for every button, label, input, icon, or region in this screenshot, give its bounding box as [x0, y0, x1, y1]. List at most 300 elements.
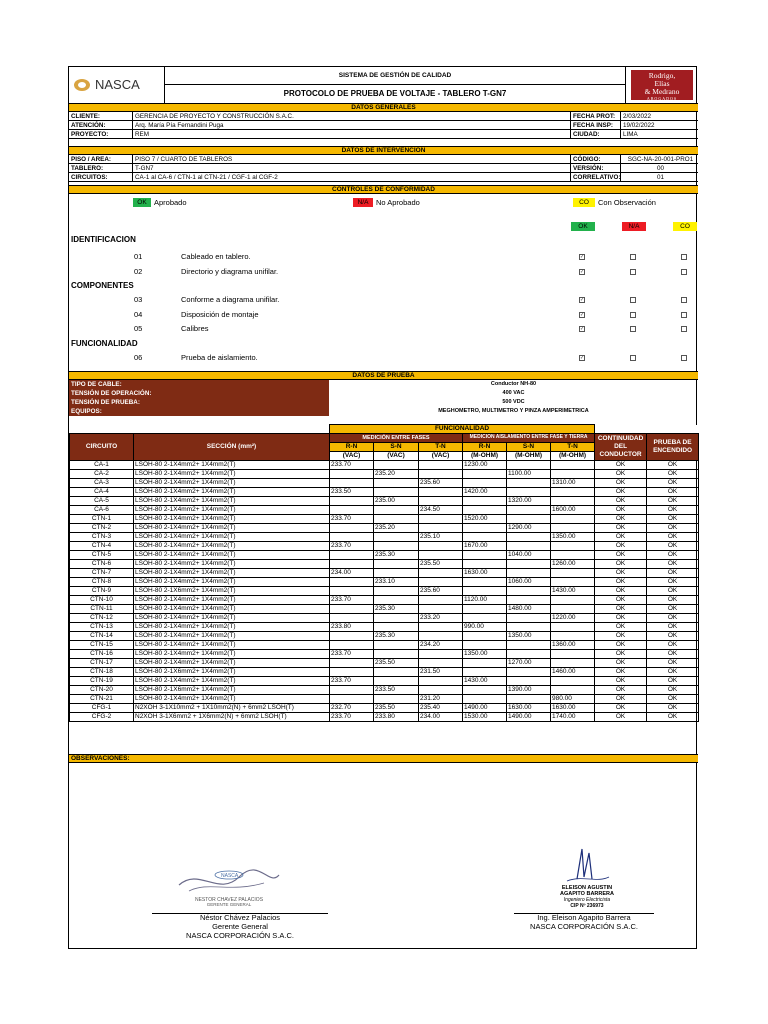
correlativo-value: 01: [620, 173, 698, 182]
table-cell: [463, 641, 507, 650]
rem-logo-line3: & Medrano: [644, 87, 680, 96]
table-cell: OK: [595, 659, 647, 668]
cliente-row: [69, 112, 698, 121]
table-cell: [330, 560, 374, 569]
table-row: [70, 497, 699, 506]
unit-header: (M-OHM): [551, 452, 595, 461]
table-cell: LSOH-80 2-1X4mm2+ 1X4mm2(T): [134, 695, 330, 704]
datos-generales-band: DATOS GENERALES: [69, 103, 698, 112]
table-cell: [463, 605, 507, 614]
table-row: [70, 641, 699, 650]
table-cell: LSOH-80 2-1X4mm2+ 1X4mm2(T): [134, 623, 330, 632]
table-cell: OK: [595, 560, 647, 569]
table-cell: OK: [647, 632, 699, 641]
table-cell: 1320.00: [507, 497, 551, 506]
table-cell: 235.40: [419, 704, 463, 713]
table-cell: 1520.00: [463, 515, 507, 524]
table-cell: [330, 686, 374, 695]
check-item-number: 03: [134, 295, 143, 304]
table-cell: 235.20: [374, 470, 419, 479]
table-cell: [330, 614, 374, 623]
table-cell: OK: [647, 587, 699, 596]
table-cell: 1670.00: [463, 542, 507, 551]
right-stamp-line4: CIP Nº 236973: [570, 903, 604, 909]
results-table: [69, 424, 699, 722]
results-body: [70, 461, 699, 722]
svg-text:NASCA: NASCA: [221, 873, 239, 879]
table-cell: [419, 650, 463, 659]
table-cell: LSOH-80 2-1X4mm2+ 1X4mm2(T): [134, 515, 330, 524]
table-cell: LSOH-80 2-1X4mm2+ 1X4mm2(T): [134, 470, 330, 479]
table-cell: [330, 587, 374, 596]
table-cell: [551, 470, 595, 479]
table-cell: OK: [595, 533, 647, 542]
table-cell: [374, 650, 419, 659]
table-cell: [507, 614, 551, 623]
table-cell: 1350.00: [507, 632, 551, 641]
right-signer-company: NASCA CORPORACIÓN S.A.C.: [530, 922, 638, 931]
table-row: [70, 623, 699, 632]
table-cell: LSOH-80 2-1X4mm2+ 1X4mm2(T): [134, 605, 330, 614]
table-cell: CTN-2: [70, 524, 134, 533]
table-cell: OK: [647, 524, 699, 533]
table-cell: [330, 578, 374, 587]
table-row: [70, 479, 699, 488]
checkbox-co[interactable]: [681, 269, 687, 275]
table-cell: 233.70: [330, 596, 374, 605]
table-cell: LSOH-80 2-1X4mm2+ 1X4mm2(T): [134, 641, 330, 650]
table-cell: [419, 623, 463, 632]
table-cell: LSOH-80 2-1X4mm2+ 1X4mm2(T): [134, 542, 330, 551]
table-row: [70, 632, 699, 641]
table-cell: LSOH-80 2-1X4mm2+ 1X4mm2(T): [134, 560, 330, 569]
table-cell: 1460.00: [551, 668, 595, 677]
table-cell: [463, 578, 507, 587]
table-row: [70, 533, 699, 542]
table-cell: OK: [595, 587, 647, 596]
table-cell: [330, 632, 374, 641]
left-signer-company: NASCA CORPORACIÓN S.A.C.: [186, 931, 294, 940]
table-cell: N2XOH 3-1X10mm2 + 1X10mm2(N) + 6mm2 LSOH(T): [134, 704, 330, 713]
tipo-cable-row: [69, 380, 698, 389]
datos-intervencion-band: DATOS DE INTERVENCIÓN: [69, 146, 698, 155]
table-cell: 235.30: [374, 551, 419, 560]
tension-op-value: 400 VAC: [502, 390, 525, 396]
table-row: [70, 524, 699, 533]
codigo-label: CÓDIGO:: [570, 155, 620, 164]
phase-header: S-N: [507, 443, 551, 452]
table-row: [70, 704, 699, 713]
tablero-row: [69, 164, 698, 173]
table-cell: OK: [647, 515, 699, 524]
checkbox-co[interactable]: [681, 297, 687, 303]
table-row: [70, 614, 699, 623]
table-cell: CFG-1: [70, 704, 134, 713]
table-cell: 233.70: [330, 461, 374, 470]
table-cell: 233.50: [374, 686, 419, 695]
table-cell: [507, 515, 551, 524]
table-cell: CTN-9: [70, 587, 134, 596]
table-cell: OK: [595, 470, 647, 479]
table-cell: 1480.00: [507, 605, 551, 614]
table-row: [70, 488, 699, 497]
table-cell: OK: [595, 578, 647, 587]
table-cell: [374, 641, 419, 650]
table-cell: 234.50: [419, 506, 463, 515]
table-cell: 1740.00: [551, 713, 595, 722]
tension-prueba-value: 500 VDC: [502, 399, 525, 405]
table-cell: [330, 506, 374, 515]
checkbox-co[interactable]: [681, 355, 687, 361]
tension-prueba-label: TENSIÓN DE PRUEBA:: [69, 398, 329, 407]
medicion-fases-header: MEDICIÓN ENTRE FASES: [330, 434, 463, 443]
checkbox-co[interactable]: [681, 254, 687, 260]
check-item-text: Disposición de montaje: [181, 310, 259, 319]
funcionalidad-header: FUNCIONALIDAD: [330, 425, 595, 434]
version-label: VERSIÓN:: [570, 164, 620, 173]
check-item-text: Prueba de aislamiento.: [181, 353, 258, 362]
correlativo-label: CORRELATIVO:: [570, 173, 620, 182]
table-cell: [551, 497, 595, 506]
table-cell: [551, 632, 595, 641]
atencion-row: [69, 121, 698, 130]
check-item-number: 02: [134, 267, 143, 276]
check-item-number: 05: [134, 324, 143, 333]
table-cell: [374, 488, 419, 497]
table-cell: OK: [595, 497, 647, 506]
checkbox-ok[interactable]: ✓: [580, 269, 585, 275]
table-cell: 233.70: [330, 650, 374, 659]
table-cell: 1270.00: [507, 659, 551, 668]
left-signer-role: Gerente General: [212, 922, 268, 931]
table-cell: [419, 551, 463, 560]
encendido-header: PRUEBA DE ENCENDIDO: [647, 434, 699, 461]
checkbox-ok[interactable]: ✓: [580, 312, 585, 318]
checkbox-na[interactable]: [630, 297, 636, 303]
fecha-insp-value: 19/02/2022: [620, 121, 698, 130]
table-cell: [463, 686, 507, 695]
table-cell: [374, 623, 419, 632]
table-cell: [463, 524, 507, 533]
table-cell: OK: [595, 488, 647, 497]
proyecto-label: PROYECTO:: [71, 131, 109, 138]
table-cell: 1220.00: [551, 614, 595, 623]
table-cell: OK: [595, 713, 647, 722]
table-cell: [374, 695, 419, 704]
table-cell: [419, 542, 463, 551]
table-cell: 234.00: [419, 713, 463, 722]
table-cell: CA-2: [70, 470, 134, 479]
table-cell: [330, 533, 374, 542]
table-cell: 233.50: [330, 488, 374, 497]
table-cell: CTN-14: [70, 632, 134, 641]
table-cell: CTN-21: [70, 695, 134, 704]
table-cell: [330, 479, 374, 488]
table-cell: CA-3: [70, 479, 134, 488]
phase-header: R-N: [463, 443, 507, 452]
table-cell: OK: [595, 569, 647, 578]
table-cell: OK: [595, 605, 647, 614]
table-cell: 235.50: [374, 704, 419, 713]
table-cell: CTN-19: [70, 677, 134, 686]
table-cell: [463, 632, 507, 641]
checkbox-ok[interactable]: ✓: [580, 355, 585, 361]
table-cell: OK: [595, 641, 647, 650]
table-cell: [551, 524, 595, 533]
table-cell: [374, 677, 419, 686]
table-cell: 1350.00: [551, 533, 595, 542]
table-cell: 1120.00: [463, 596, 507, 605]
table-row: [70, 569, 699, 578]
table-row: [70, 659, 699, 668]
table-cell: LSOH-80 2-1X4mm2+ 1X4mm2(T): [134, 533, 330, 542]
checkbox-na[interactable]: [630, 312, 636, 318]
col-co-header: CO: [673, 222, 697, 231]
check-item-number: 01: [134, 252, 143, 261]
unit-header: (M-OHM): [507, 452, 551, 461]
table-cell: [551, 677, 595, 686]
table-cell: [374, 542, 419, 551]
table-cell: 233.80: [330, 623, 374, 632]
table-cell: OK: [647, 605, 699, 614]
table-cell: [507, 479, 551, 488]
table-cell: [374, 506, 419, 515]
table-cell: LSOH-80 2-1X4mm2+ 1X4mm2(T): [134, 524, 330, 533]
table-cell: OK: [647, 623, 699, 632]
table-cell: LSOH-80 2-1X4mm2+ 1X4mm2(T): [134, 659, 330, 668]
table-cell: OK: [647, 695, 699, 704]
table-cell: OK: [595, 542, 647, 551]
phase-header: S-N: [374, 443, 419, 452]
table-cell: LSOH-80 2-1X4mm2+ 1X4mm2(T): [134, 596, 330, 605]
table-cell: [419, 515, 463, 524]
table-cell: OK: [595, 479, 647, 488]
table-cell: [374, 533, 419, 542]
table-cell: [419, 497, 463, 506]
system-title: SISTEMA DE GESTIÓN DE CALIDAD: [165, 67, 625, 85]
piso-row: [69, 155, 698, 164]
atencion-value: Arq. María Pía Fernandini Puga: [132, 121, 570, 130]
table-cell: 1430.00: [463, 677, 507, 686]
table-cell: 235.30: [374, 632, 419, 641]
table-cell: LSOH-80 2-1X4mm2+ 1X4mm2(T): [134, 506, 330, 515]
table-cell: OK: [647, 713, 699, 722]
table-cell: OK: [647, 479, 699, 488]
table-cell: OK: [647, 650, 699, 659]
co-legend-text: Con Observación: [598, 198, 656, 207]
table-cell: 1390.00: [507, 686, 551, 695]
table-row: [70, 605, 699, 614]
table-cell: CTN-13: [70, 623, 134, 632]
table-cell: OK: [647, 506, 699, 515]
table-cell: OK: [595, 524, 647, 533]
table-cell: [374, 515, 419, 524]
table-cell: OK: [647, 578, 699, 587]
table-cell: OK: [595, 686, 647, 695]
table-cell: [330, 668, 374, 677]
table-cell: OK: [647, 497, 699, 506]
tension-op-row: [69, 389, 698, 398]
section-title: COMPONENTES: [71, 281, 134, 290]
table-cell: [419, 677, 463, 686]
table-cell: [507, 533, 551, 542]
table-cell: 1630.00: [551, 704, 595, 713]
table-cell: [419, 524, 463, 533]
table-cell: [463, 506, 507, 515]
table-cell: OK: [595, 461, 647, 470]
table-cell: 1290.00: [507, 524, 551, 533]
table-row: [70, 506, 699, 515]
checkbox-ok[interactable]: ✓: [580, 326, 585, 332]
codigo-value: SGC-NA-20-001-PRO1: [620, 155, 698, 164]
table-cell: 1260.00: [551, 560, 595, 569]
fecha-prot-label: FECHA PROT:: [570, 112, 620, 121]
table-cell: [374, 569, 419, 578]
table-row: [70, 470, 699, 479]
table-cell: [419, 596, 463, 605]
table-cell: [551, 542, 595, 551]
table-row: [70, 551, 699, 560]
rem-logo: [625, 67, 698, 103]
version-value: 00: [620, 164, 698, 173]
table-cell: [551, 578, 595, 587]
table-cell: CTN-1: [70, 515, 134, 524]
ciudad-value: LIMA: [620, 130, 698, 139]
circuitos-value: CA-1 al CA-6 / CTN-1 al CTN-21 / CGF-1 al CGF-2: [132, 173, 570, 182]
nasca-logo-text: NASCA: [95, 77, 140, 92]
table-cell: 1040.00: [507, 551, 551, 560]
table-cell: 233.70: [330, 542, 374, 551]
table-cell: [330, 659, 374, 668]
table-cell: LSOH-80 2-1X4mm2+ 1X4mm2(T): [134, 488, 330, 497]
piso-value: PISO 7 / CUARTO DE TABLEROS: [132, 155, 570, 164]
table-row: [70, 668, 699, 677]
table-cell: 233.20: [419, 614, 463, 623]
table-cell: [551, 488, 595, 497]
table-cell: 235.50: [374, 659, 419, 668]
table-cell: [463, 614, 507, 623]
checkbox-ok[interactable]: ✓: [580, 297, 585, 303]
table-cell: CTN-3: [70, 533, 134, 542]
equipos-value: MEGHOMETRO, MULTIMETRO Y PINZA AMPERIMETRICA: [438, 408, 589, 414]
table-cell: [419, 578, 463, 587]
table-cell: OK: [647, 641, 699, 650]
table-cell: [419, 488, 463, 497]
table-cell: CTN-4: [70, 542, 134, 551]
table-cell: [463, 551, 507, 560]
observaciones-band: OBSERVACIONES:: [69, 754, 698, 763]
table-cell: OK: [595, 596, 647, 605]
phase-header: T-N: [551, 443, 595, 452]
checkbox-na[interactable]: [630, 269, 636, 275]
table-cell: [330, 497, 374, 506]
table-cell: OK: [595, 614, 647, 623]
table-cell: [507, 506, 551, 515]
section-title: FUNCIONALIDAD: [71, 339, 138, 348]
checkbox-na[interactable]: [630, 355, 636, 361]
table-cell: OK: [647, 686, 699, 695]
right-signer-name: Ing. Eleison Agapito Barrera: [537, 913, 631, 922]
table-cell: [419, 632, 463, 641]
table-cell: 1230.00: [463, 461, 507, 470]
table-cell: [551, 551, 595, 560]
table-cell: [551, 596, 595, 605]
na-legend-chip: N/A: [353, 198, 373, 207]
table-row: [70, 713, 699, 722]
col-na-header: N/A: [622, 222, 646, 231]
protocol-title: PROTOCOLO DE PRUEBA DE VOLTAJE - TABLERO T-GN7: [283, 89, 507, 98]
checkbox-na[interactable]: [630, 254, 636, 260]
table-cell: OK: [647, 488, 699, 497]
table-cell: CTN-15: [70, 641, 134, 650]
checkbox-co[interactable]: [681, 312, 687, 318]
medicion-aislamiento-header: MEDICIÓN AISLAMIENTO ENTRE FASE Y TIERRA: [463, 434, 595, 443]
table-cell: [419, 569, 463, 578]
checkbox-na[interactable]: [630, 326, 636, 332]
table-cell: CTN-11: [70, 605, 134, 614]
table-cell: [374, 596, 419, 605]
right-signature-stamp: [537, 839, 637, 909]
table-cell: 232.70: [330, 704, 374, 713]
proyecto-row: [69, 130, 698, 139]
table-cell: [507, 668, 551, 677]
table-cell: [551, 686, 595, 695]
table-cell: LSOH-80 2-1X6mm2+ 1X4mm2(T): [134, 587, 330, 596]
table-cell: [330, 524, 374, 533]
tablero-value: T-GN7: [132, 164, 570, 173]
table-cell: CTN-12: [70, 614, 134, 623]
table-cell: [374, 461, 419, 470]
table-row: [70, 578, 699, 587]
table-cell: [551, 659, 595, 668]
table-cell: CA-5: [70, 497, 134, 506]
checkbox-ok[interactable]: ✓: [580, 254, 585, 260]
circuitos-row: [69, 173, 698, 182]
table-cell: [419, 659, 463, 668]
table-cell: 235.50: [419, 560, 463, 569]
table-cell: 235.30: [374, 605, 419, 614]
unit-header: (VAC): [374, 452, 419, 461]
table-row: [70, 650, 699, 659]
equipos-row: [69, 407, 698, 416]
table-cell: 233.70: [330, 677, 374, 686]
table-cell: [507, 596, 551, 605]
right-stamp-line1: ELEISON AGUSTIN: [561, 885, 613, 891]
table-cell: [463, 479, 507, 488]
checkbox-co[interactable]: [681, 326, 687, 332]
table-cell: OK: [595, 623, 647, 632]
table-cell: OK: [595, 704, 647, 713]
table-row: [70, 686, 699, 695]
tipo-cable-label: TIPO DE CABLE:: [69, 380, 329, 389]
table-cell: OK: [595, 695, 647, 704]
table-cell: OK: [595, 551, 647, 560]
nasca-logo: [69, 67, 165, 103]
table-cell: OK: [647, 542, 699, 551]
check-item-text: Calibres: [181, 324, 209, 333]
equipos-label: EQUIPOS:: [69, 407, 329, 416]
ciudad-label: CIUDAD:: [570, 130, 620, 139]
ok-legend-text: Aprobado: [154, 198, 187, 207]
table-cell: LSOH-80 2-1X4mm2+ 1X4mm2(T): [134, 551, 330, 560]
table-row: [70, 677, 699, 686]
table-cell: OK: [647, 596, 699, 605]
table-cell: CTN-10: [70, 596, 134, 605]
table-cell: [507, 641, 551, 650]
section-title: IDENTIFICACION: [71, 235, 136, 244]
table-row: [70, 560, 699, 569]
table-cell: LSOH-80 2-1X4mm2+ 1X4mm2(T): [134, 497, 330, 506]
